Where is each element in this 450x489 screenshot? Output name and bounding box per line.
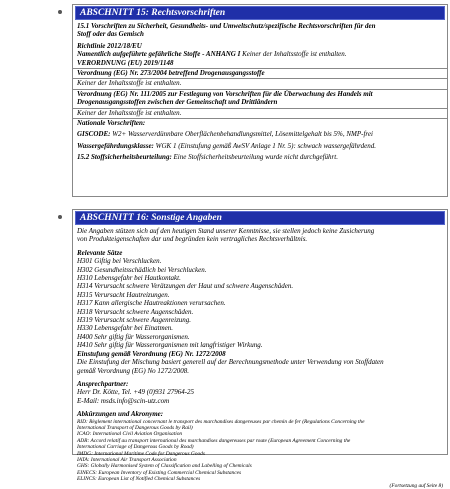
csa-row: [73, 153, 447, 161]
section-15-header: ABSCHNITT 15: Rechtsvorschriften: [75, 6, 445, 20]
wgk-row: [73, 142, 447, 150]
intro-line-2: von Produkteigenschaften dar und begründen kein vertragliches Rechtsverhältnis.: [77, 235, 308, 244]
phrase-item: H318 Verursacht schwere Augenschäden.: [77, 307, 194, 316]
phrase-item: H317 Kann allergische Hautreaktionen verursachen.: [77, 299, 226, 308]
csa-label: 15.2 Stoffsicherheitsbeurteilung:: [77, 153, 172, 162]
reg-111-note: Keiner der Inhaltsstoffe ist enthalten.: [77, 108, 182, 117]
phrase-item: H302 Gesundheitsschädlich bei Verschlucken.: [77, 265, 207, 274]
einstufung-line-1: Die Einstufung der Mischung basiert generell auf der Berechnungsmethode unter Verwendung von Stoffdaten: [77, 358, 384, 367]
giscode-value: W2+ Wasserverdünnbare Oberflächenbehandlungsmittel, Lösemittelgehalt bis 5%, NMP-frei: [112, 130, 373, 139]
abbr-title: Abkürzungen und Akronyme:: [77, 410, 164, 419]
contact-line-2[interactable]: E-Mail: msds.info@scin-utz.com: [77, 396, 170, 405]
phrase-item: H301 Giftig bei Verschlucken.: [77, 257, 162, 266]
continued-note: (Fortsetzung auf Seite 8): [389, 482, 443, 489]
section-16-header: ABSCHNITT 16: Sonstige Angaben: [75, 211, 445, 225]
national-title: Nationale Vorschriften:: [77, 119, 146, 128]
sub-151-line-1: 15.1 Vorschriften zu Sicherheit, Gesundheits- und Umweltschutz/spezifische Rechtsvorschriften für den: [77, 22, 376, 30]
wgk-value: WGK 1 (Einstufung gemäß AwSV Anlage 1 Nr. 5): schwach wassergefährdend.: [155, 141, 377, 150]
giscode-label: GISCODE:: [77, 130, 111, 139]
bullet-marker: [58, 215, 62, 219]
reg-273-title: Verordnung (EG) Nr. 273/2004 betreffend Drogenausgangsstoffe: [77, 69, 265, 78]
abbr-item: ELINCS: European List of Notified Chemical Substances: [77, 476, 201, 483]
directive-named-row: [73, 50, 447, 58]
reg-273-note: Keiner der Inhaltsstoffe ist enthalten.: [77, 79, 182, 88]
phrase-item: H410 Sehr giftig für Wasserorganismen mit langfristiger Wirkung.: [77, 341, 263, 350]
abbr-item: IATA: International Air Transport Association: [77, 456, 177, 463]
giscode-row: [73, 130, 447, 138]
contact-title: Ansprechpartner:: [77, 379, 129, 388]
phrase-item: H310 Lebensgefahr bei Hautkontakt.: [77, 274, 181, 283]
abbr-item: IMDG: International Maritime Code for Dangerous Goods: [77, 450, 205, 457]
abbr-item: International Carriage of Dangerous Goods by Road): [77, 444, 194, 451]
intro-line-1: Die Angaben stützen sich auf den heutigen Stand unserer Kenntnisse, sie stellen jedoch keine Zusicherung: [77, 227, 375, 235]
einstufung-title: Einstufung gemäß Verordnung (EG) Nr. 1272/2008: [77, 349, 226, 358]
abbr-item: RID: Règlement international concernant le transport des marchandises dangereuses par chemin de fer (Regulations Concerning the: [77, 418, 365, 425]
reg-111-line-2: Drogenausgangsstoffen zwischen der Gemeinschaft und Drittländern: [77, 98, 278, 107]
phrase-item: H314 Verursacht schwere Verätzungen der Haut und schwere Augenschäden.: [77, 282, 294, 291]
einstufung-line-2: gemäß Verordnung (EG) No 1272/2008.: [77, 366, 190, 375]
csa-value: Eine Stoffsicherheitsbeurteilung wurde nicht durchgeführt.: [173, 153, 338, 162]
section-15-box: [72, 4, 448, 197]
phrase-item: H315 Verursacht Hautreizungen.: [77, 290, 170, 299]
relevant-title: Relevante Sätze: [77, 248, 123, 257]
directive-named: Namentlich aufgeführte gefährliche Stoffe - ANHANG I: [77, 50, 241, 59]
abbr-item: GHS: Globally Harmonised System of Classification and Labelling of Chemicals: [77, 463, 252, 470]
sub-151-line-2: Stoff oder das Gemisch: [77, 30, 144, 39]
bullet-marker: [58, 10, 62, 14]
contact-line-1: Herr Dr. Kötte, Tel. +49 (0)931 27964-25: [77, 388, 195, 397]
phrase-item: H330 Lebensgefahr bei Einatmen.: [77, 324, 174, 333]
wgk-label: Wassergefährdungsklasse:: [77, 141, 154, 150]
directive-named-note: Keiner der Inhaltsstoffe ist enthalten.: [242, 50, 347, 59]
directive-title: Richtlinie 2012/18/EU: [77, 41, 142, 50]
abbr-item: International Transport of Dangerous Goods by Rail): [77, 424, 193, 431]
section-16-box: [72, 209, 448, 489]
phrase-item: H319 Verursacht schwere Augenreizung.: [77, 316, 192, 325]
regulation-2019: VERORDNUNG (EU) 2019/1148: [77, 58, 174, 67]
reg-111-line-1: Verordnung (EG) Nr. 111/2005 zur Festlegung von Vorschriften für die Überwachung des Handels mit: [77, 89, 373, 98]
abbr-item: ICAO: International Civil Aviation Organisation: [77, 431, 183, 438]
abbr-item: EINECS: European Inventory of Existing Commercial Chemical Substances: [77, 469, 242, 476]
abbr-item: ADR: Accord relatif au transport international des marchandises dangereuses par route (European Agreement Concerning the: [77, 437, 351, 444]
phrase-item: H400 Sehr giftig für Wasserorganismen.: [77, 332, 190, 341]
